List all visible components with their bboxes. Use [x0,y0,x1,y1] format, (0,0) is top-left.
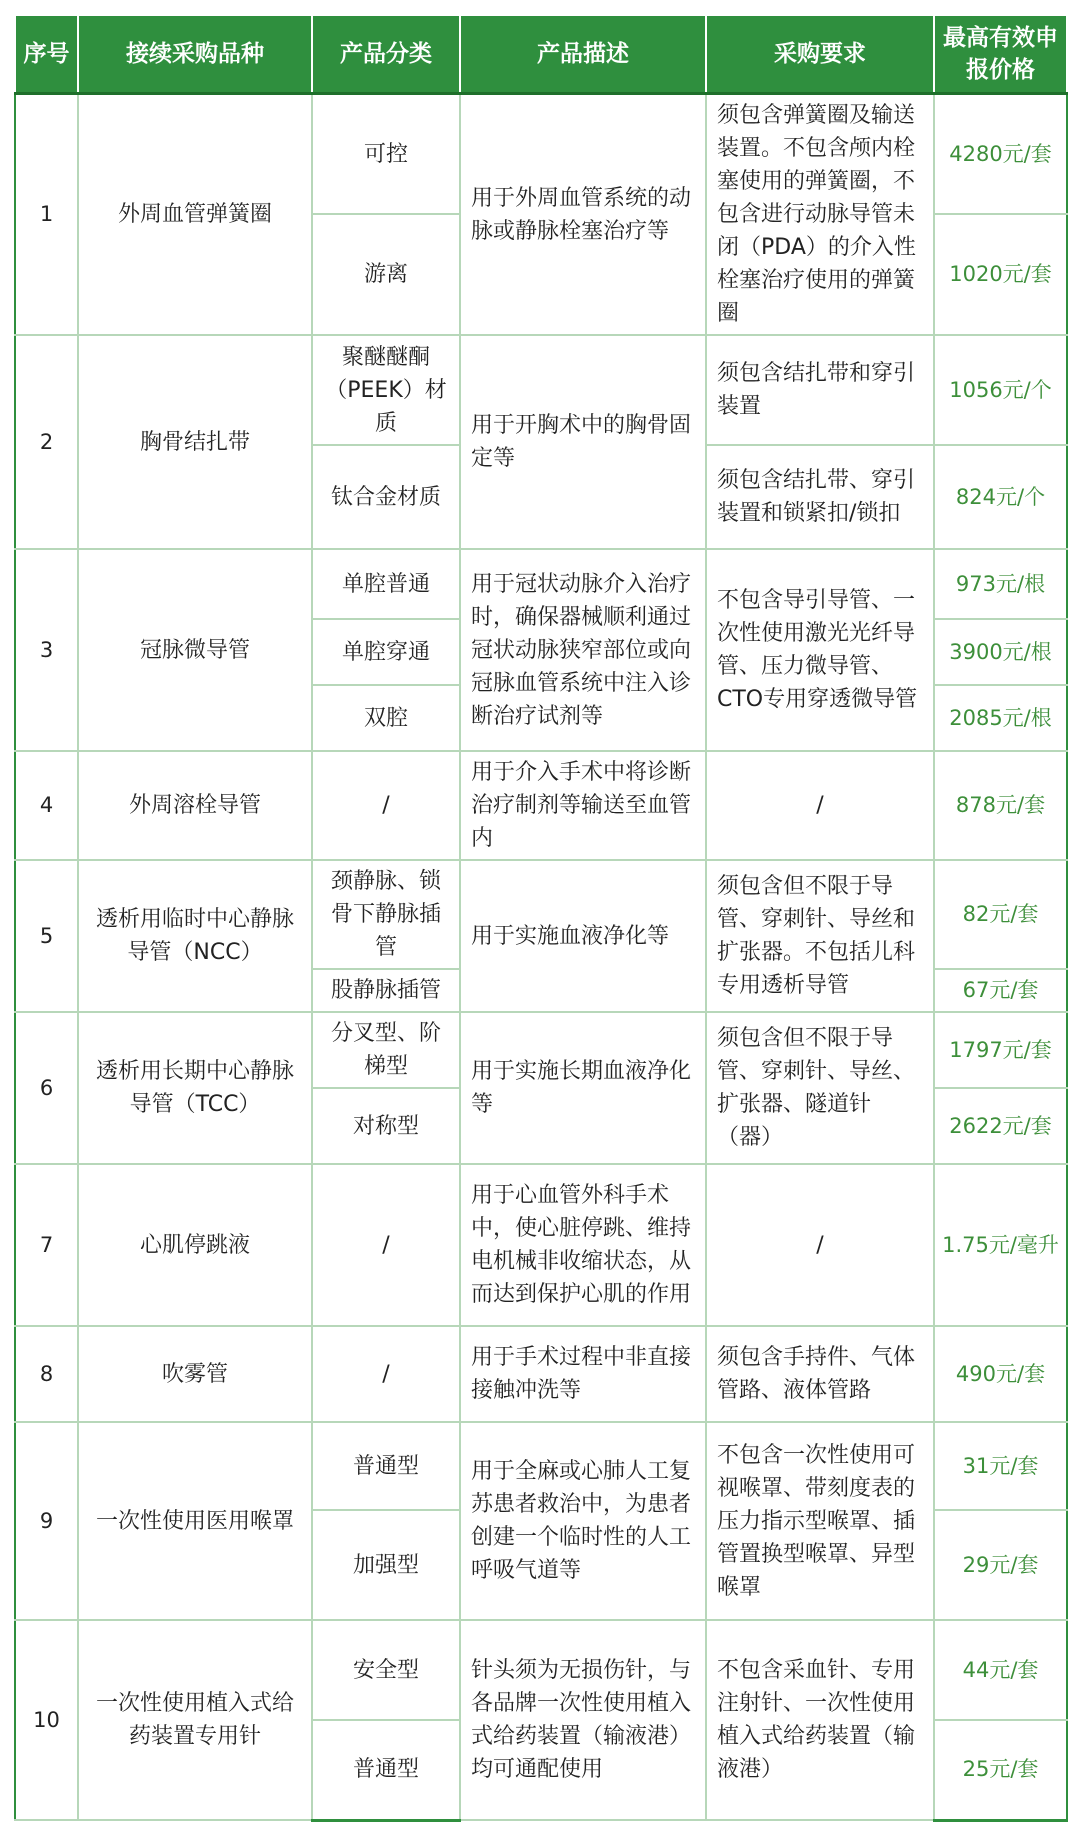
max-price: 3900元/根 [934,619,1067,685]
product-category: 颈静脉、锁骨下静脉插管 [312,860,460,969]
header-row [15,15,1067,94]
header-product-name: 接续采购品种 [78,15,312,94]
product-description: 用于心血管外科手术中，使心脏停跳、维持电机械非收缩状态，从而达到保护心肌的作用 [460,1164,706,1326]
max-price: 824元/个 [934,445,1067,549]
procurement-table [14,14,1068,1822]
product-category: / [312,1164,460,1326]
product-description: 针头须为无损伤针，与各品牌一次性使用植入式给药装置（输液港）均可通配使用 [460,1620,706,1820]
max-price: 1.75元/毫升 [934,1164,1067,1326]
product-category: / [312,1326,460,1422]
table-row [15,549,1067,619]
table-row [15,751,1067,860]
product-name: 胸骨结扎带 [78,335,312,549]
product-category: 游离 [312,214,460,335]
row-index: 3 [15,549,78,751]
max-price: 1056元/个 [934,335,1067,445]
max-price: 878元/套 [934,751,1067,860]
max-price: 2622元/套 [934,1088,1067,1164]
max-price: 44元/套 [934,1620,1067,1720]
header-requirement: 采购要求 [706,15,934,94]
max-price: 31元/套 [934,1422,1067,1510]
max-price: 67元/套 [934,969,1067,1012]
purchase-requirement: 不包含采血针、专用注射针、一次性使用植入式给药装置（输液港） [706,1620,934,1820]
product-category: 加强型 [312,1510,460,1620]
purchase-requirement: 须包含但不限于导管、穿刺针、导丝、扩张器、隧道针（器） [706,1012,934,1164]
product-category: 安全型 [312,1620,460,1720]
max-price: 4280元/套 [934,94,1067,215]
product-category: 普通型 [312,1720,460,1820]
product-category: / [312,751,460,860]
row-index: 6 [15,1012,78,1164]
header-category: 产品分类 [312,15,460,94]
row-index: 2 [15,335,78,549]
max-price: 1797元/套 [934,1012,1067,1088]
purchase-requirement: / [706,1164,934,1326]
table-row [15,1012,1067,1088]
row-index: 1 [15,94,78,336]
max-price: 25元/套 [934,1720,1067,1820]
product-description: 用于外周血管系统的动脉或静脉栓塞治疗等 [460,94,706,336]
row-index: 4 [15,751,78,860]
header-description: 产品描述 [460,15,706,94]
product-category: 对称型 [312,1088,460,1164]
purchase-requirement: 不包含一次性使用可视喉罩、带刻度表的压力指示型喉罩、插管置换型喉罩、异型喉罩 [706,1422,934,1620]
max-price: 973元/根 [934,549,1067,619]
max-price: 490元/套 [934,1326,1067,1422]
table-row [15,1326,1067,1422]
product-description: 用于冠状动脉介入治疗时，确保器械顺利通过冠状动脉狭窄部位或向冠脉血管系统中注入诊断治疗试剂等 [460,549,706,751]
product-description: 用于实施长期血液净化等 [460,1012,706,1164]
row-index: 10 [15,1620,78,1820]
product-name: 外周溶栓导管 [78,751,312,860]
product-name: 一次性使用医用喉罩 [78,1422,312,1620]
product-name: 冠脉微导管 [78,549,312,751]
purchase-requirement: / [706,751,934,860]
purchase-requirement: 须包含结扎带、穿引装置和锁紧扣/锁扣 [706,445,934,549]
max-price: 82元/套 [934,860,1067,969]
product-category: 股静脉插管 [312,969,460,1012]
row-index: 7 [15,1164,78,1326]
product-category: 单腔穿通 [312,619,460,685]
header-index: 序号 [15,15,78,94]
product-name: 透析用长期中心静脉导管（TCC） [78,1012,312,1164]
max-price: 29元/套 [934,1510,1067,1620]
product-category: 分叉型、阶梯型 [312,1012,460,1088]
purchase-requirement: 须包含弹簧圈及输送装置。不包含颅内栓塞使用的弹簧圈，不包含进行动脉导管未闭（PDA）的介入性栓塞治疗使用的弹簧圈 [706,94,934,336]
product-description: 用于全麻或心肺人工复苏患者救治中，为患者创建一个临时性的人工呼吸气道等 [460,1422,706,1620]
product-category: 单腔普通 [312,549,460,619]
table-row [15,860,1067,969]
row-index: 5 [15,860,78,1012]
purchase-requirement: 须包含手持件、气体管路、液体管路 [706,1326,934,1422]
product-name: 心肌停跳液 [78,1164,312,1326]
product-description: 用于开胸术中的胸骨固定等 [460,335,706,549]
table-row [15,335,1067,445]
product-name: 一次性使用植入式给药装置专用针 [78,1620,312,1820]
table-row [15,1164,1067,1326]
table-row [15,1422,1067,1510]
max-price: 2085元/根 [934,685,1067,751]
row-index: 9 [15,1422,78,1620]
purchase-requirement: 不包含导引导管、一次性使用激光光纤导管、压力微导管、CTO专用穿透微导管 [706,549,934,751]
product-category: 双腔 [312,685,460,751]
table-row [15,94,1067,215]
table-row [15,1620,1067,1720]
purchase-requirement: 须包含结扎带和穿引装置 [706,335,934,445]
product-name: 外周血管弹簧圈 [78,94,312,336]
product-name: 吹雾管 [78,1326,312,1422]
product-description: 用于介入手术中将诊断治疗制剂等输送至血管内 [460,751,706,860]
header-max-price: 最高有效申报价格 [934,15,1067,94]
product-description: 用于手术过程中非直接接触冲洗等 [460,1326,706,1422]
max-price: 1020元/套 [934,214,1067,335]
product-category: 可控 [312,94,460,215]
product-name: 透析用临时中心静脉导管（NCC） [78,860,312,1012]
product-category: 普通型 [312,1422,460,1510]
row-index: 8 [15,1326,78,1422]
product-category: 钛合金材质 [312,445,460,549]
purchase-requirement: 须包含但不限于导管、穿刺针、导丝和扩张器。不包括儿科专用透析导管 [706,860,934,1012]
product-category: 聚醚醚酮（PEEK）材质 [312,335,460,445]
product-description: 用于实施血液净化等 [460,860,706,1012]
